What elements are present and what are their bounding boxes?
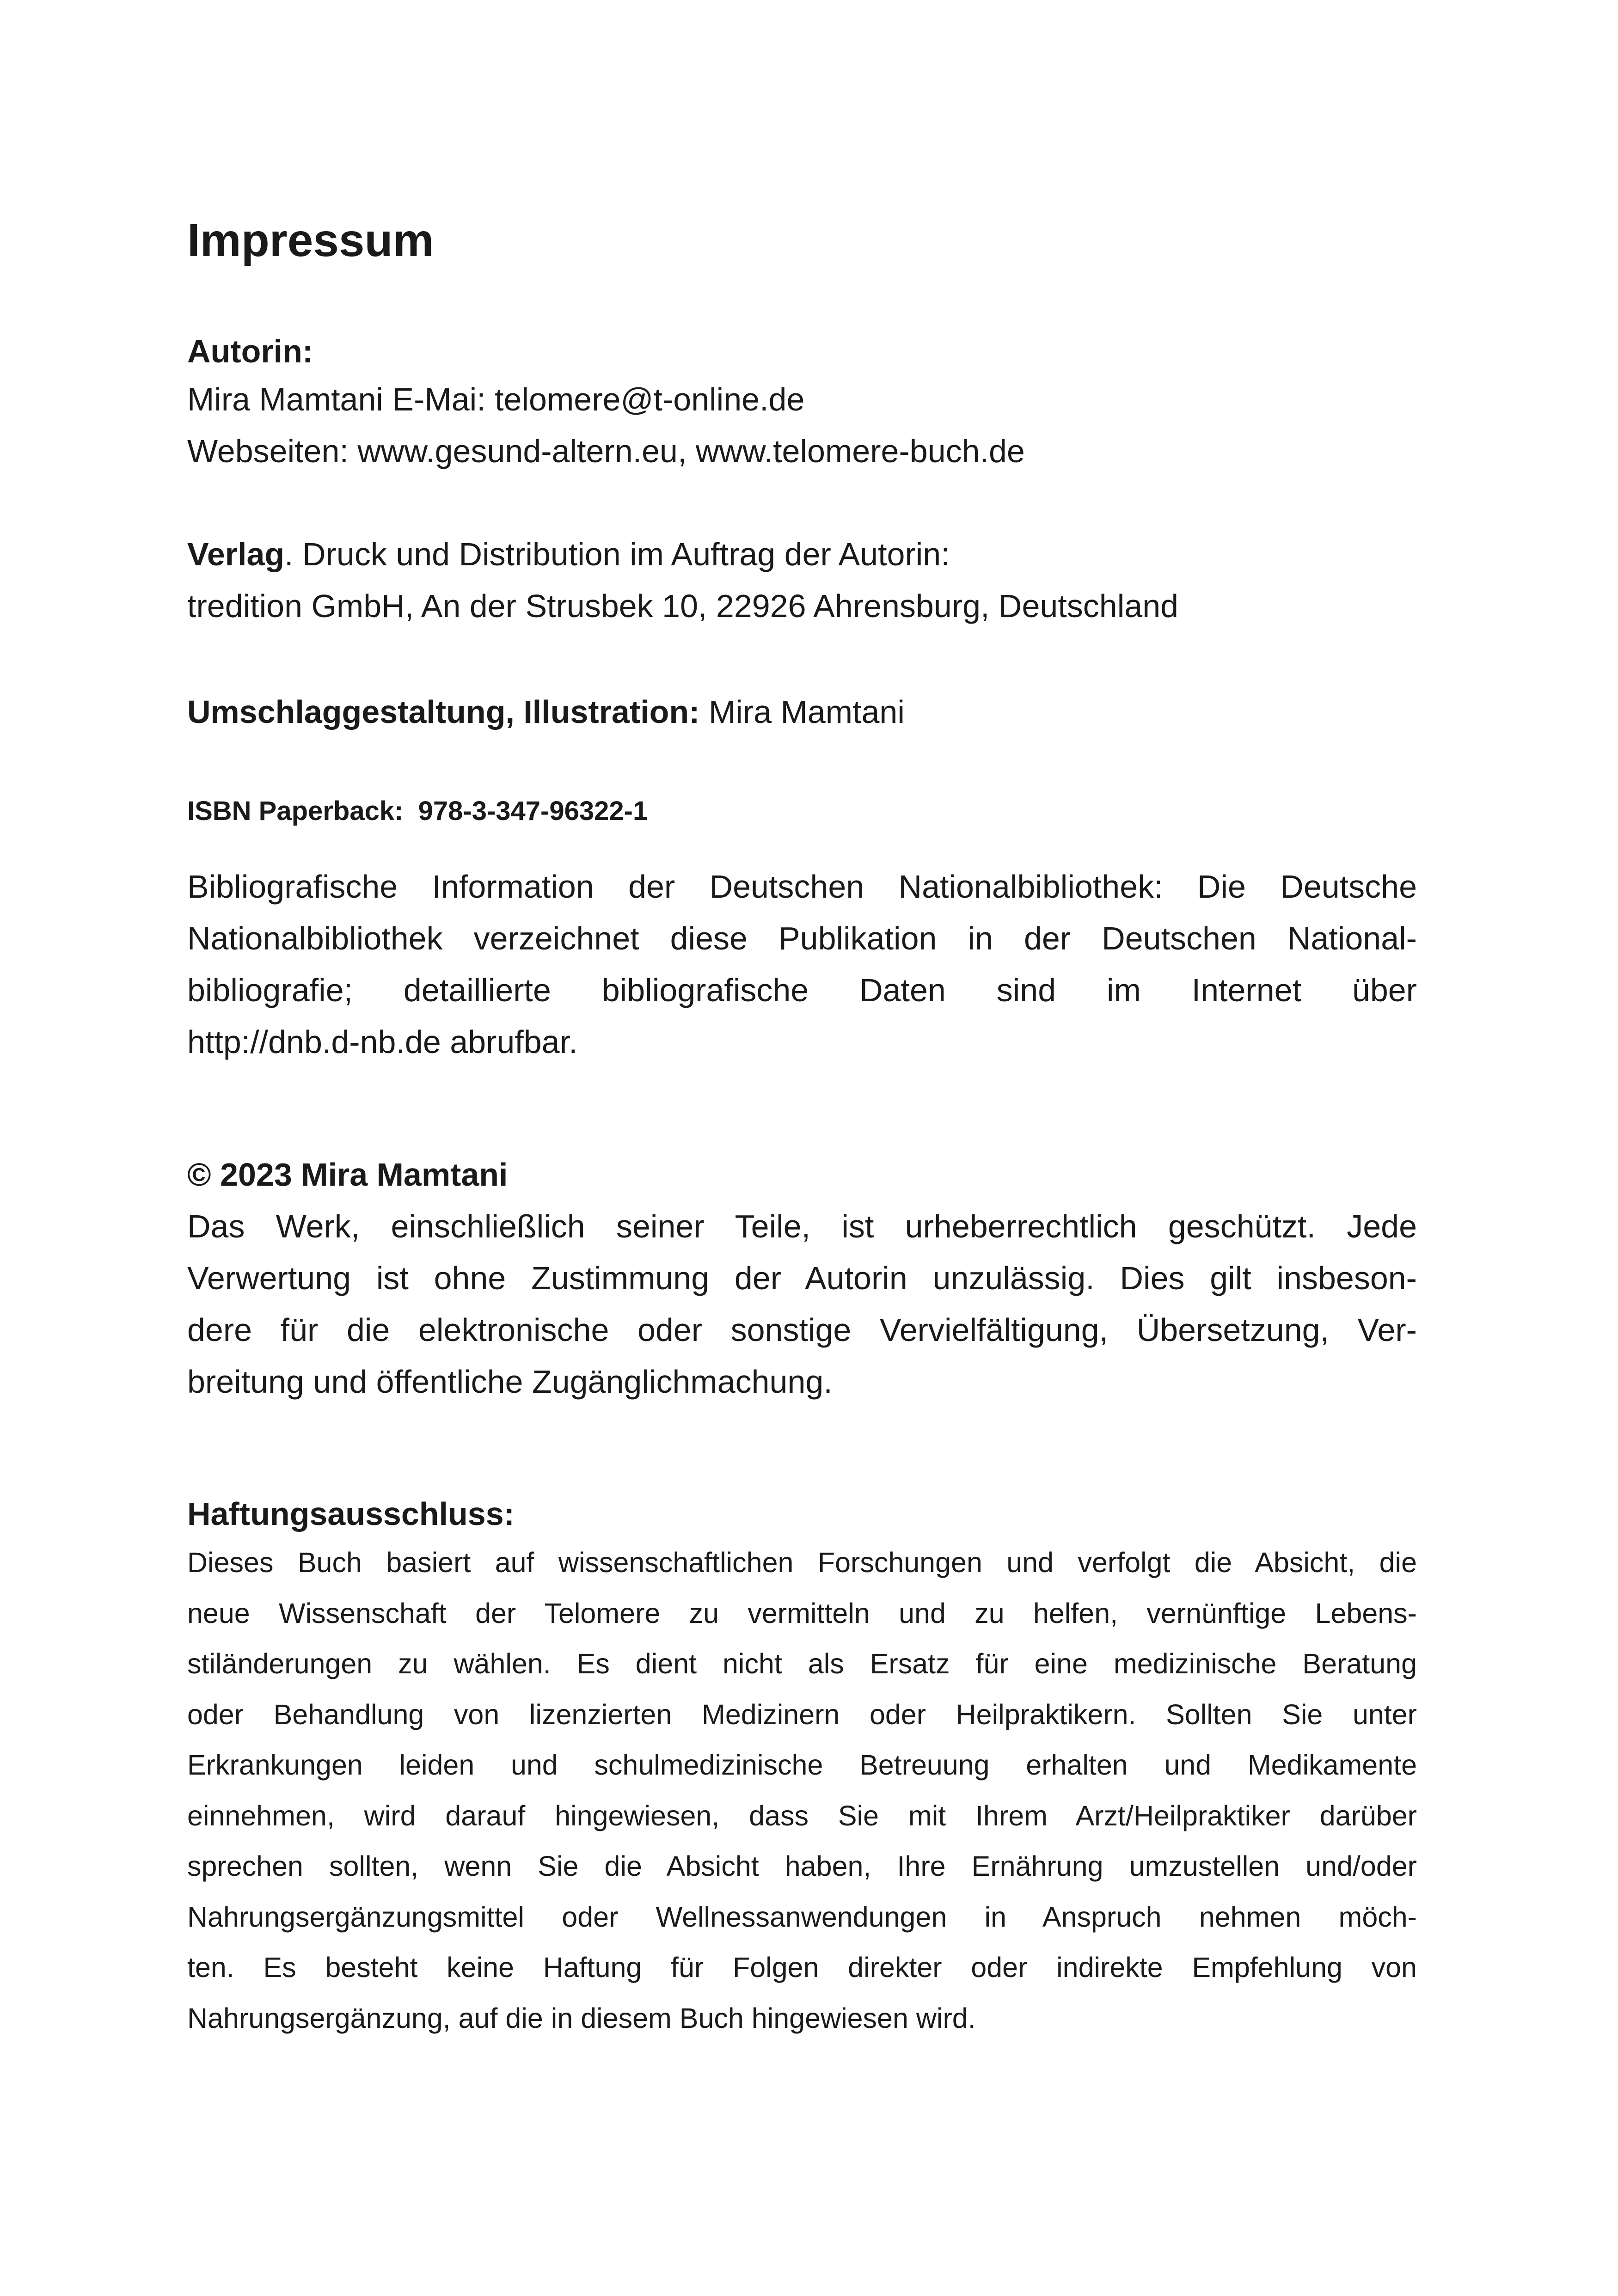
disclaimer-line: ten. Es besteht keine Haftung für Folgen direkter oder indirekte Empfehlung von bbox=[187, 1952, 1417, 1983]
disclaimer-line: Erkrankungen leiden und schulmedizinische Betreuung erhalten und Medikamente bbox=[187, 1749, 1417, 1781]
disclaimer-text bbox=[187, 1537, 1417, 2044]
author-details bbox=[187, 373, 1417, 477]
publisher-label: Verlag bbox=[187, 536, 285, 572]
cover-design-label: Umschlaggestaltung, Illustration: bbox=[187, 694, 700, 730]
copyright-heading: © 2023 Mira Mamtani bbox=[187, 1157, 508, 1193]
dnb-line: bibliografie; detaillierte bibliografische Daten sind im Internet über bbox=[187, 972, 1417, 1008]
disclaimer-line: Nahrungsergänzungsmittel oder Wellnessanwendungen in Anspruch nehmen möch- bbox=[187, 1901, 1417, 1933]
cover-design-value: Mira Mamtani bbox=[699, 694, 905, 730]
publisher-description: . Druck und Distribution im Auftrag der Autorin: bbox=[284, 536, 950, 572]
author-websites-line: Webseiten: www.gesund-altern.eu, www.telomere-buch.de bbox=[187, 433, 1025, 469]
copyright-text bbox=[187, 1200, 1417, 1408]
disclaimer-line: sprechen sollten, wenn Sie die Absicht haben, Ihre Ernährung umzustellen und/oder bbox=[187, 1850, 1417, 1882]
disclaimer-line: Nahrungsergänzung, auf die in diesem Buch hingewiesen wird. bbox=[187, 2002, 976, 2034]
disclaimer-line: Dieses Buch basiert auf wissenschaftlichen Forschungen und verfolgt die Absicht, die bbox=[187, 1547, 1417, 1578]
page-title: Impressum bbox=[187, 214, 434, 266]
publisher-line bbox=[187, 528, 1417, 580]
disclaimer-line: stiländerungen zu wählen. Es dient nicht als Ersatz für eine medizinische Beratung bbox=[187, 1648, 1417, 1679]
dnb-line: Bibliografische Information der Deutschen Nationalbibliothek: Die Deutsche bbox=[187, 869, 1417, 905]
copyright-line: breitung und öffentliche Zugänglichmachung. bbox=[187, 1364, 833, 1400]
copyright-line: dere für die elektronische oder sonstige Vervielfältigung, Übersetzung, Ver- bbox=[187, 1312, 1417, 1348]
copyright-line: Das Werk, einschließlich seiner Teile, ist urheberrechtlich geschützt. Jede bbox=[187, 1208, 1417, 1244]
disclaimer-line: oder Behandlung von lizenzierten Medizinern oder Heilpraktikern. Sollten Sie unter bbox=[187, 1698, 1417, 1730]
cover-design-line bbox=[187, 686, 1417, 737]
copyright-line: Verwertung ist ohne Zustimmung der Autorin unzulässig. Dies gilt insbeson- bbox=[187, 1260, 1417, 1296]
dnb-line: http://dnb.d-nb.de abrufbar. bbox=[187, 1024, 578, 1060]
dnb-notice bbox=[187, 861, 1417, 1068]
disclaimer-line: neue Wissenschaft der Telomere zu vermitteln und zu helfen, vernünftige Lebens- bbox=[187, 1597, 1417, 1629]
publisher-address: tredition GmbH, An der Strusbek 10, 22926 Ahrensburg, Deutschland bbox=[187, 588, 1179, 624]
disclaimer-heading: Haftungsausschluss: bbox=[187, 1496, 515, 1532]
publisher-section bbox=[187, 528, 1417, 632]
disclaimer-line: einnehmen, wird darauf hingewiesen, dass Sie mit Ihrem Arzt/Heilpraktiker darüber bbox=[187, 1800, 1417, 1831]
isbn-line: ISBN Paperback: 978-3-347-96322-1 bbox=[187, 796, 648, 826]
author-heading: Autorin: bbox=[187, 333, 313, 369]
dnb-line: Nationalbibliothek verzeichnet diese Publikation in der Deutschen National- bbox=[187, 920, 1417, 956]
cover-design-section bbox=[187, 686, 1417, 737]
author-contact-line: Mira Mamtani E-Mai: telomere@t-online.de bbox=[187, 381, 805, 417]
